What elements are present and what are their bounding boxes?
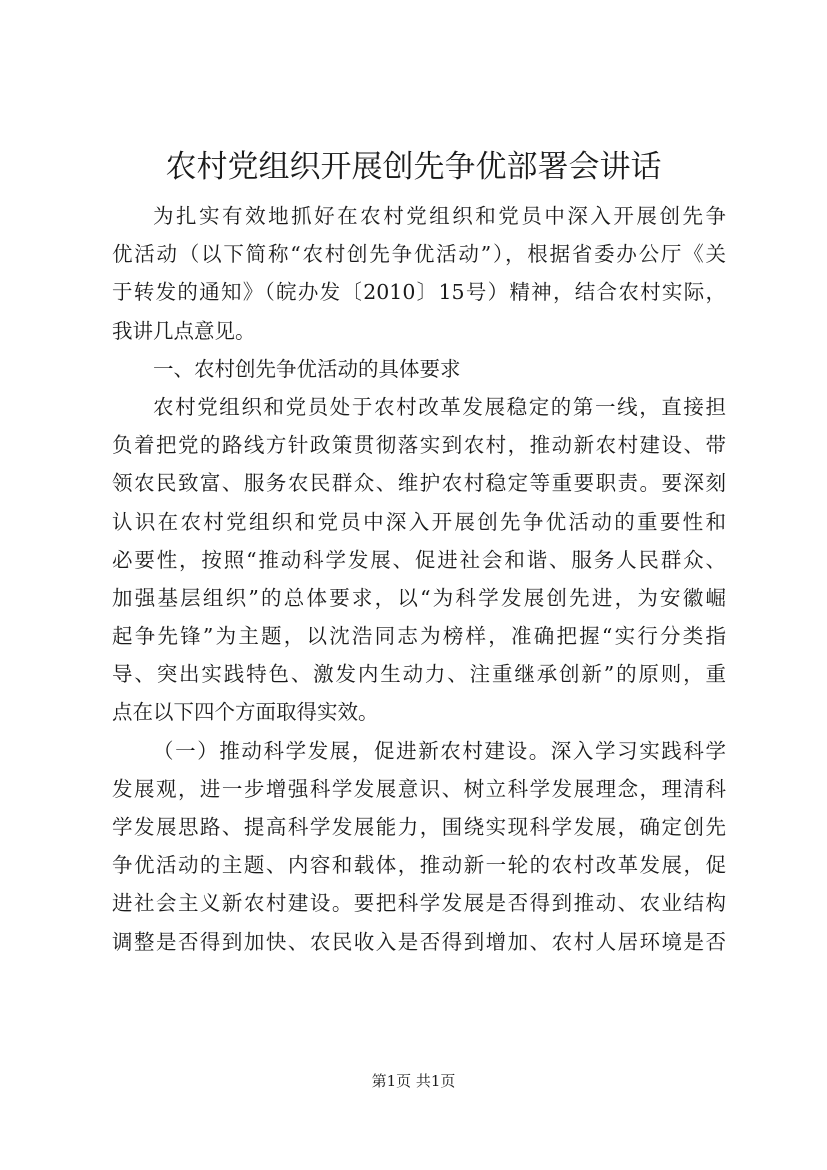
- paragraph-line: 我讲几点意见。: [112, 318, 256, 343]
- paragraph-line: 点在以下四个方面取得实效。: [112, 700, 379, 725]
- paragraph-line: （一）推动科学发展，促进新农村建设。深入学习实践科学: [153, 738, 726, 763]
- document-title: 农村党组织开展创先争优部署会讲话: [165, 149, 662, 185]
- paragraph-line: 农村党组织和党员处于农村改革发展稳定的第一线，直接担: [153, 394, 726, 419]
- document-body: [112, 197, 726, 961]
- paragraph-line: 优活动（以下简称“农村创先争优活动”），根据省委办公厅《关: [112, 242, 726, 267]
- paragraph-line: 认识在农村党组织和党员中深入开展创先争优活动的重要性和: [112, 509, 726, 534]
- paragraph-line: 加强基层组织”的总体要求，以“为科学发展创先进，为安徽崛: [112, 585, 726, 610]
- paragraph-line: 起争先锋”为主题，以沈浩同志为榜样，准确把握“实行分类指: [112, 624, 726, 649]
- page-footer: 第1页 共1页: [371, 1072, 456, 1090]
- section-heading: 一、农村创先争优活动的具体要求: [153, 356, 461, 381]
- paragraph-line: 负着把党的路线方针政策贯彻落实到农村，推动新农村建设、带: [112, 433, 726, 458]
- paragraph-line: 于转发的通知》（皖办发〔2010〕15号）精神，结合农村实际，: [112, 280, 726, 305]
- paragraph-line: 学发展思路、提高科学发展能力，围绕实现科学发展，确定创先: [112, 815, 726, 839]
- paragraph-line: 调整是否得到加快、农民收入是否得到增加、农村人居环境是否: [112, 929, 726, 954]
- paragraph-line: 争优活动的主题、内容和载体，推动新一轮的农村改革发展，促: [112, 853, 726, 878]
- paragraph-line: 为扎实有效地抓好在农村党组织和党员中深入开展创先争: [153, 204, 726, 228]
- paragraph-line: 领农民致富、服务农民群众、维护农村稳定等重要职责。要深刻: [112, 471, 726, 496]
- paragraph-line: 必要性，按照“推动科学发展、促进社会和谐、服务人民群众、: [112, 547, 726, 572]
- paragraph-line: 进社会主义新农村建设。要把科学发展是否得到推动、农业结构: [112, 891, 726, 916]
- paragraph-line: 导、突出实践特色、激发内生动力、注重继承创新”的原则，重: [112, 662, 726, 687]
- paragraph-line: 发展观，进一步增强科学发展意识、树立科学发展理念，理清科: [112, 776, 726, 801]
